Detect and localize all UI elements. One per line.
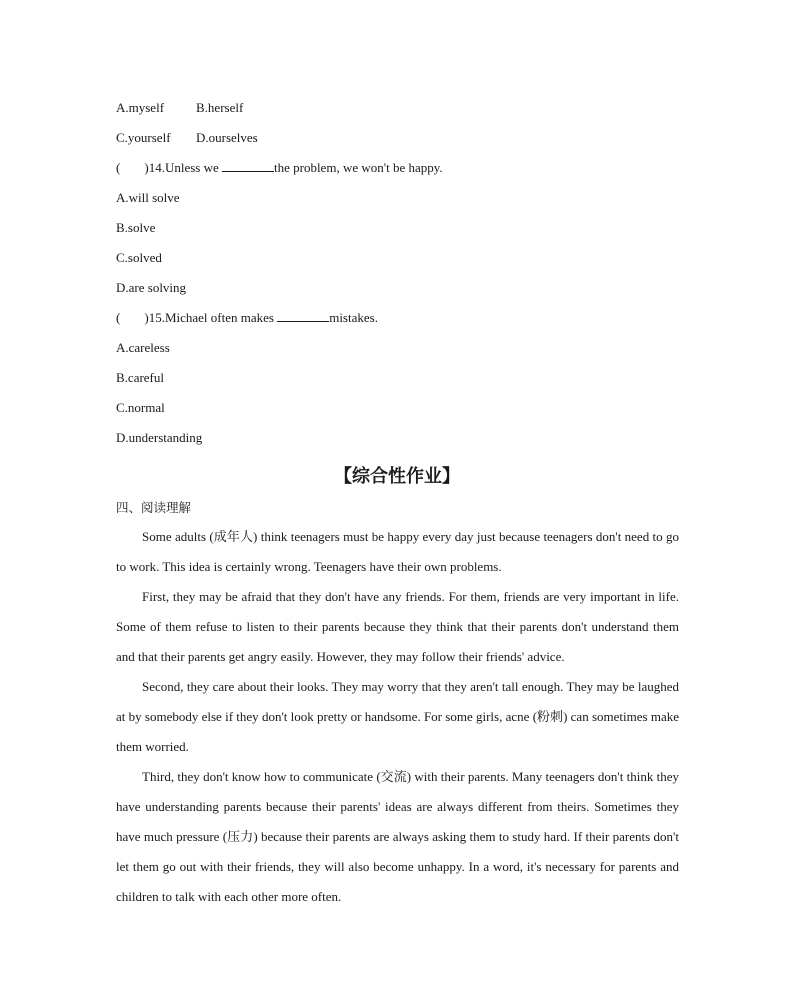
q13-options-row-1 bbox=[116, 100, 244, 116]
q15-number: 15. bbox=[148, 310, 165, 325]
q13-option-d: D.ourselves bbox=[196, 130, 258, 145]
q14-option-a: A.will solve bbox=[116, 190, 180, 205]
q14-blank[interactable] bbox=[222, 160, 274, 172]
q13-option-a: A.myself bbox=[116, 100, 165, 115]
q13-option-b: B.herself bbox=[196, 100, 244, 115]
q14-paren-close: ) bbox=[144, 160, 149, 175]
section-title: 【综合性作业】 bbox=[334, 466, 460, 487]
reading-paragraph-4: Third, they don't know how to communicate (交流) with their parents. Many teenagers don't think they have understanding parents because their parents' ideas are always different from theirs. Sometimes they have much pressure (压力) because their parents are always asking them to study hard. If their parents don't let them go out with their friends, they will also become unhappy. In a word, it's necessary for parents and children to talk with each other more often. bbox=[116, 769, 679, 904]
q15-option-d: D.understanding bbox=[116, 430, 203, 445]
q14-stem bbox=[116, 160, 443, 176]
q15-paren-close: ) bbox=[144, 310, 149, 325]
q14-text-before: Unless we bbox=[164, 160, 222, 175]
subsection-title: 四、阅读理解 bbox=[116, 500, 192, 515]
q14-paren-open: ( bbox=[116, 160, 121, 175]
q14-option-b: B.solve bbox=[116, 220, 156, 235]
q15-option-a: A.careless bbox=[116, 340, 170, 355]
reading-paragraph-3: Second, they care about their looks. They may worry that they aren't tall enough. They may be laughed at by somebody else if they don't look pretty or handsome. For some girls, acne (粉刺) can sometimes make them worried. bbox=[116, 679, 679, 754]
q13-options-row-2 bbox=[116, 130, 258, 146]
q14-number: 14. bbox=[148, 160, 165, 175]
q14-option-c: C.solved bbox=[116, 250, 162, 265]
q14-option-d: D.are solving bbox=[116, 280, 187, 295]
reading-paragraph-1: Some adults (成年人) think teenagers must be happy every day just because teenagers don't need to go to work. This idea is certainly wrong. Teenagers have their own problems. bbox=[116, 529, 679, 574]
q15-paren-open: ( bbox=[116, 310, 121, 325]
reading-paragraph-2: First, they may be afraid that they don't have any friends. For them, friends are very important in life. Some of them refuse to listen to their parents because they think that their parents don't understand them and that their parents get angry easily. However, they may follow their friends' advice. bbox=[116, 589, 679, 664]
q15-option-b: B.careful bbox=[116, 370, 165, 385]
q14-text-after: the problem, we won't be happy. bbox=[273, 160, 443, 175]
q15-blank[interactable] bbox=[277, 310, 329, 322]
q15-option-c: C.normal bbox=[116, 400, 165, 415]
q13-option-c: C.yourself bbox=[116, 130, 171, 145]
q15-text-after: mistakes. bbox=[329, 310, 378, 325]
q15-stem bbox=[116, 310, 378, 326]
q15-text-before: Michael often makes bbox=[164, 310, 278, 325]
